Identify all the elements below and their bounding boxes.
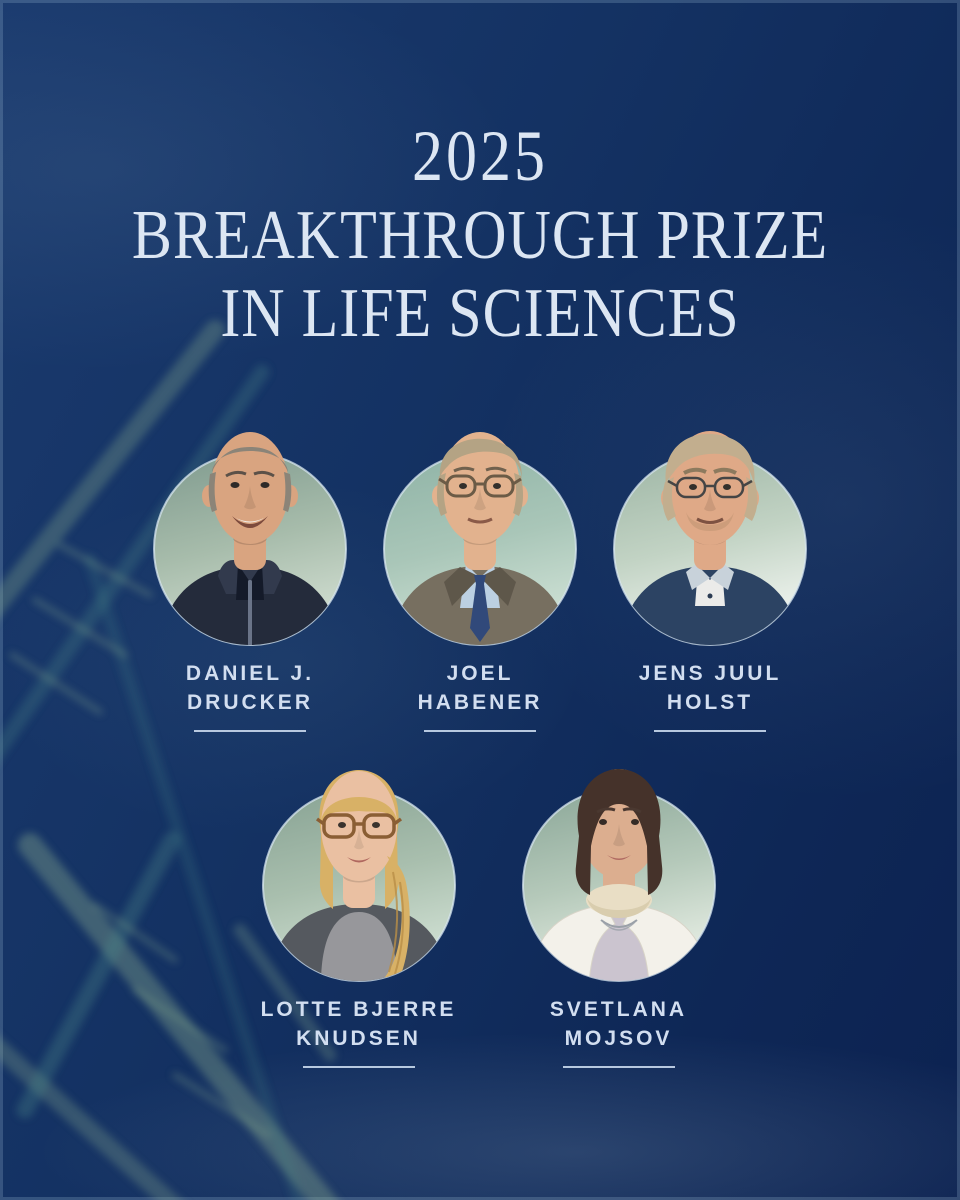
laureate-name bbox=[639, 659, 782, 717]
laureate-first-name: SVETLANA bbox=[549, 998, 688, 1021]
portrait-illustration bbox=[521, 762, 717, 983]
portrait-daniel-j-drucker bbox=[152, 426, 348, 647]
portrait-jens-juul-holst bbox=[612, 426, 808, 647]
laureate-card-habener bbox=[382, 426, 578, 732]
portrait-lotte-bjerre-knudsen bbox=[261, 762, 457, 983]
portrait-illustration bbox=[382, 426, 578, 647]
laureate-card-knudsen bbox=[244, 762, 474, 1068]
title-line-3: IN LIFE SCIENCES bbox=[220, 274, 740, 352]
laureate-name bbox=[550, 995, 687, 1053]
laureates-row-top bbox=[0, 426, 960, 732]
name-underline bbox=[563, 1066, 675, 1068]
laureate-first-name: LOTTE BJERRE bbox=[260, 998, 457, 1021]
portrait-svetlana-mojsov bbox=[521, 762, 717, 983]
laureate-name bbox=[186, 659, 314, 717]
laureate-last-name: DRUCKER bbox=[186, 691, 313, 714]
portrait-illustration bbox=[261, 762, 457, 983]
title-year: 2025 bbox=[412, 117, 548, 197]
laureate-first-name: JOEL bbox=[446, 662, 514, 685]
laureate-last-name: HOLST bbox=[666, 691, 754, 714]
name-underline bbox=[654, 730, 766, 732]
laureate-card-holst bbox=[612, 426, 808, 732]
laureate-card-mojsov bbox=[521, 762, 717, 1068]
laureate-last-name: HABENER bbox=[417, 691, 543, 714]
laureate-first-name: DANIEL J. bbox=[185, 662, 315, 685]
poster-title bbox=[0, 0, 960, 352]
laureates-row-bottom bbox=[0, 762, 960, 1068]
portrait-illustration bbox=[152, 426, 348, 647]
laureate-last-name: MOJSOV bbox=[564, 1027, 673, 1050]
portrait-joel-habener bbox=[382, 426, 578, 647]
name-underline bbox=[303, 1066, 415, 1068]
name-underline bbox=[424, 730, 536, 732]
laureate-first-name: JENS JUUL bbox=[638, 662, 782, 685]
name-underline bbox=[194, 730, 306, 732]
laureate-name bbox=[261, 995, 457, 1053]
laureate-last-name: KNUDSEN bbox=[296, 1027, 421, 1050]
portrait-illustration bbox=[612, 426, 808, 647]
title-line-2: BREAKTHROUGH PRIZE bbox=[131, 196, 829, 274]
laureate-name bbox=[418, 659, 543, 717]
laureate-card-drucker bbox=[152, 426, 348, 732]
